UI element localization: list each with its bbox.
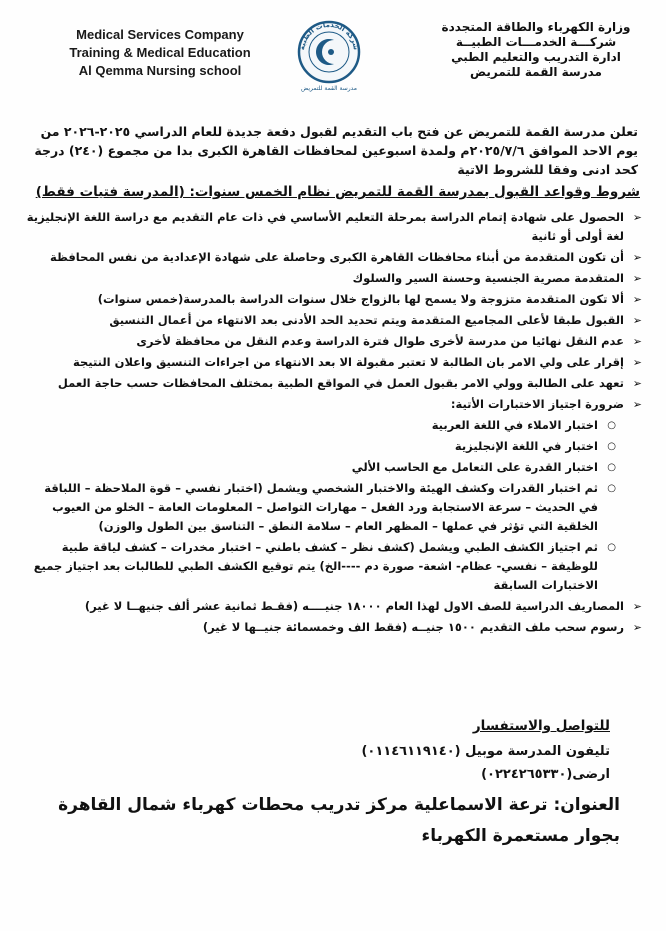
condition-item: ➢ ضرورة اجتياز الاختبارات الأتية:	[450, 397, 642, 411]
test-item: ○ ثم اختبار القدرات وكشف الهيئة والاختبار الشخصي ويشمل (اختبار نفسي – قوة الملاحظة – اللباقة في الحديث – سرعة الاستجابة ورد الفعل – مهارات التواصل – المعلومات العامة – الخلو من العيوب الخلقية التي تؤثر في عملها – المظهر العام – سلامة النطق – التناسق بين الطول والوزن)	[44, 481, 616, 533]
mobile-phone: تليفون المدرسة موبيل (٠١١٤٦١١٩١٤٠)	[361, 744, 610, 759]
landline-phone: ارضى(٠٢٢٤٢٦٥٣٣٠)	[481, 767, 610, 782]
school-logo	[296, 16, 362, 92]
conditions-list	[22, 208, 642, 639]
contact-title: للتواصل والاستفسار	[472, 718, 610, 734]
header-left-line-1: Medical Services Company	[76, 27, 244, 42]
test-item: ○ ثم اجتياز الكشف الطبي ويشمل (كشف نظر – كشف باطني – اختبار مخدرات – كشف لياقة طبية للوظيفة – نفسي- عظام- اشعة- صورة دم ----الخ) يتم توقيع الكشف الطبي للطالبات بعد اجتياز جميع الاختبارات السابقة	[33, 540, 616, 592]
condition-item: ➢ الحصول على شهادة إتمام الدراسة بمرحلة التعليم الأساسي في ذات عام التقديم مع دراسة اللغة الإنجليزية لغة أولى أو ثانية	[26, 210, 642, 243]
header-left-line-2: Training & Medical Education	[69, 45, 251, 60]
company-name-english	[60, 26, 260, 80]
header-right-line-3: ادارة التدريب والتعليم الطبي	[451, 50, 621, 64]
logo-ring-text: شركة الخدمات الطبية	[298, 20, 361, 51]
ministry-header	[436, 20, 636, 80]
condition-item: ➢ إقرار على ولي الامر بان الطالبة لا تعتبر مقبولة الا بعد الانتهاء من اجراءات التنسيق واعلان النتيجة	[73, 355, 642, 369]
header-left-line-3: Al Qemma Nursing school	[78, 63, 242, 78]
fee-item: ➢ رسوم سحب ملف التقديم ١٥٠٠ جنيــه (فقط الف وخمسمائة جنيــها لا غير)	[202, 620, 642, 634]
logo-bottom-text: مدرسة القمة للتمريض	[301, 85, 357, 92]
test-item: ○ اختبار القدرة على التعامل مع الحاسب الألي	[351, 460, 616, 474]
fee-item: ➢ المصاريف الدراسية للصف الاول لهذا العام ١٨٠٠٠ جنيــــه (فقـط ثمانية عشر ألف جنيهــا لا غير)	[84, 599, 642, 613]
test-item: ○ اختبار في اللغة الإنجليزية	[454, 439, 616, 453]
test-item: ○ اختبار الاملاء في اللغة العربية	[431, 418, 616, 432]
header-right-line-4: مدرسة القمة للتمريض	[470, 65, 602, 79]
condition-item: ➢ عدم النقل نهائيا من مدرسة لأخرى طوال فترة الدراسة وعدم النقل من محافظة لأخرى	[136, 334, 642, 348]
header-right-line-1: وزارة الكهرباء والطاقة المتجددة	[441, 20, 631, 34]
address: العنوان: ترعة الاسماعلية مركز تدريب محطات كهرباء شمال القاهرة بجوار مستعمرة الكهرباء	[58, 795, 620, 846]
condition-item: ➢ أن تكون المتقدمة من أبناء محافظات القاهرة الكبرى وحاصلة على شهادة الإعدادية من نفس المحافظة	[50, 250, 642, 264]
condition-item: ➢ المتقدمة مصرية الجنسية وحسنة السير والسلوك	[352, 271, 642, 285]
condition-item: ➢ القبول طبقا لأعلى المجاميع المتقدمة ويتم تحديد الحد الأدنى بعد الانتهاء من أعمال التنسيق	[109, 313, 642, 327]
announcement-intro: تعلن مدرسة القمة للتمريض عن فتح باب التقديم لقبول دفعة جديدة للعام الدراسي ٢٠٢٥-٢٠٢٦ من يوم الاحد الموافق ٢٠٢٥/٧/٦م ولمدة اسبوعين لمحافظات القاهرة الكبرى بدا من مجموع (٢٤٠) درجة كحد ادنى وفقا للشروط الاتية	[34, 124, 638, 177]
contact-section	[30, 718, 610, 786]
header-right-line-2: شركـــة الخدمـــات الطبيــة	[455, 35, 617, 49]
condition-item: ➢ تعهد على الطالبة وولي الامر بقبول العمل في المواقع الطبية بمختلف المحافظات حسب حاجة العمل	[57, 376, 642, 390]
condition-item: ➢ ألا تكون المتقدمة متزوجة ولا يسمح لها بالزواج خلال سنوات الدراسة بالمدرسة(خمس سنوات)	[97, 292, 642, 306]
conditions-title: شروط وقواعد القبول بمدرسة القمة للتمريض نظام الخمس سنوات: (المدرسة فتيات فقط)	[35, 184, 640, 200]
